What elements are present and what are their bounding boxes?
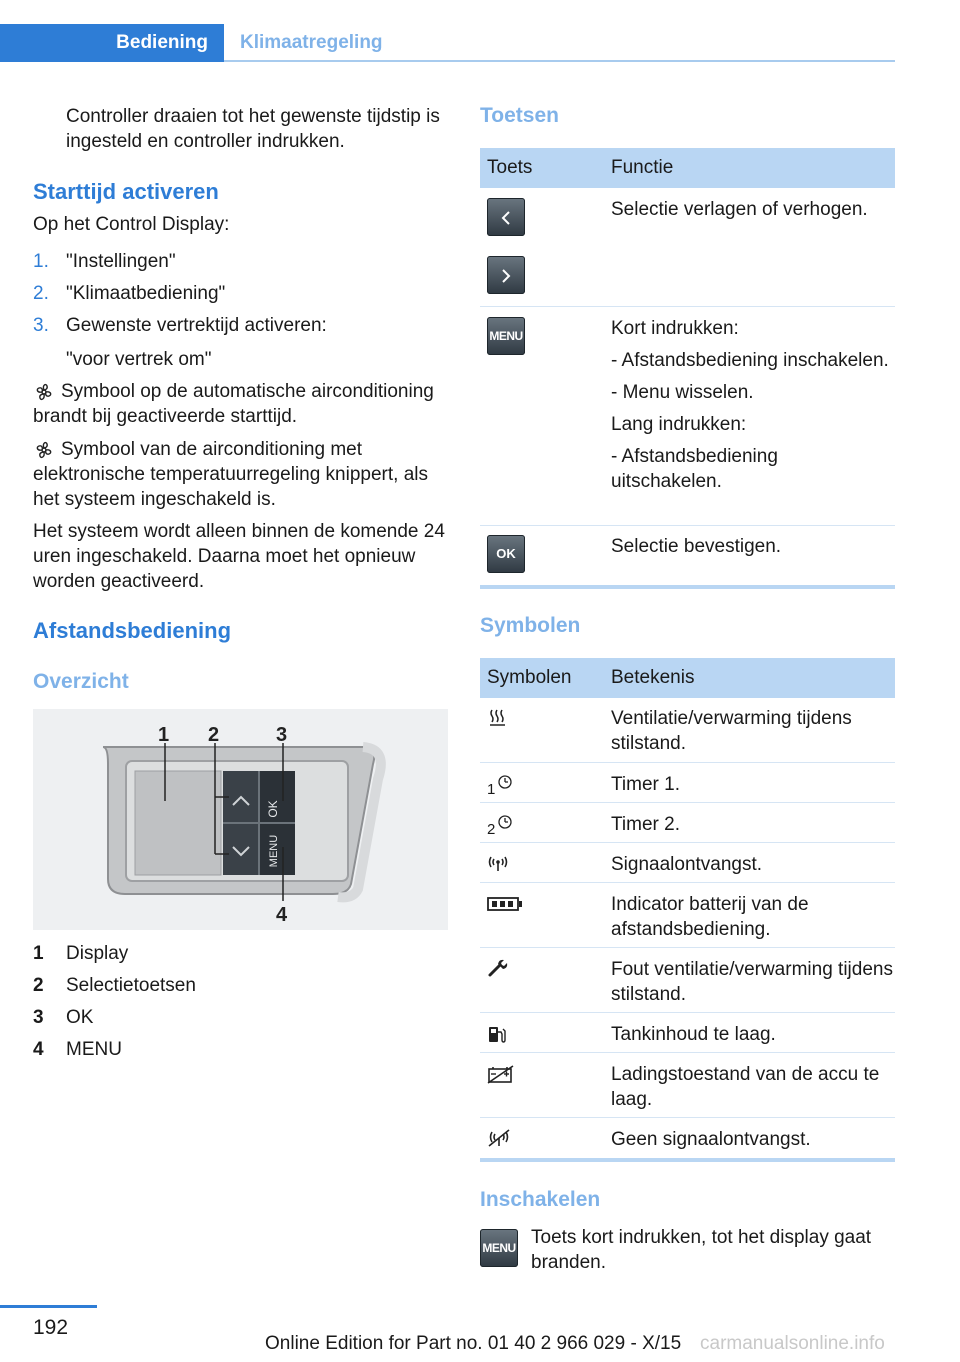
fan-icon: [33, 440, 55, 460]
row-divider: [480, 947, 895, 948]
note-auto-ac: [33, 379, 451, 429]
legend-number: 3: [33, 1007, 44, 1028]
remote-control-image: [33, 709, 448, 930]
svg-text:OK: OK: [266, 800, 280, 818]
key-left-button: [487, 198, 525, 236]
callout-1: 1: [158, 724, 170, 746]
note-text: Symbool op de automatische airconditioning brandt bij geactiveerde starttijd.: [33, 381, 434, 427]
row-divider: [480, 1012, 895, 1013]
step3-sub: "voor vertrek om": [66, 349, 212, 370]
symbol-meaning: Indicator batterij van de afstandsbediening.: [611, 894, 809, 940]
header-divider: [224, 60, 895, 62]
heading-symbolen: Symbolen: [480, 614, 581, 637]
timer-1-symbol: [487, 774, 527, 796]
heading-overzicht: Overzicht: [33, 670, 129, 693]
menu-line: - Menu wisselen.: [611, 382, 754, 403]
no-signal-icon: [487, 1128, 511, 1148]
menu-line: - Afstandsbediening uitschakelen.: [611, 446, 778, 492]
page-header: [0, 24, 895, 62]
switch-on-menu-button: MENU: [480, 1229, 518, 1267]
symbols-table-header: [480, 658, 895, 698]
switch-on-text: Toets kort indrukken, tot het display gaat branden.: [531, 1227, 872, 1273]
legend-text: MENU: [66, 1039, 122, 1060]
key-function-ok: Selectie bevestigen.: [611, 536, 782, 557]
callout-3: 3: [276, 724, 288, 746]
key-right-button: [487, 256, 525, 294]
column-header: Toets: [487, 157, 533, 178]
svg-text:MENU: MENU: [268, 834, 280, 868]
menu-line: - Afstandsbediening inschakelen.: [611, 350, 889, 371]
signal-icon: [487, 854, 509, 872]
legend-number: 1: [33, 943, 44, 964]
key-function-select: Selectie verlagen of verhogen.: [611, 199, 868, 220]
battery-icon: [487, 896, 523, 912]
symbol-meaning: Tankinhoud te laag.: [611, 1024, 776, 1045]
heading-inschakelen: Inschakelen: [480, 1188, 601, 1211]
legend-number: 4: [33, 1039, 44, 1060]
fuel-icon: [487, 1024, 507, 1044]
list-item: [33, 315, 448, 340]
row-divider: [480, 1052, 895, 1053]
column-header: Symbolen: [487, 667, 572, 688]
table-end: [480, 1158, 895, 1162]
fan-icon: [33, 382, 55, 402]
legend-text: Selectietoetsen: [66, 975, 196, 996]
heading-afstandsbediening: Afstandsbediening: [33, 618, 232, 643]
heating-icon: [487, 708, 509, 728]
key-ok-button: OK: [487, 535, 525, 573]
footer-accent-line: [0, 1305, 97, 1308]
row-divider: [480, 1117, 895, 1118]
symbol-meaning: Signaalontvangst.: [611, 854, 763, 875]
symbol-meaning: Ladingstoestand van de accu te laag.: [611, 1064, 880, 1110]
callout-2: 2: [208, 724, 220, 746]
row-divider: [480, 802, 895, 803]
keys-table-header: [480, 148, 895, 188]
menu-line: Lang indrukken:: [611, 414, 747, 435]
symbol-meaning: Fout ventilatie/verwarming tijdens stilstand.: [611, 959, 893, 1005]
page-number: 192: [33, 1316, 69, 1339]
list-item: [33, 283, 448, 308]
table-end: [480, 585, 895, 589]
heading-toetsen: Toetsen: [480, 104, 559, 127]
control-display-text: Op het Control Display:: [33, 214, 230, 235]
chevron-left-icon: [499, 210, 513, 226]
edition-text: Online Edition for Part no. 01 40 2 966 029 - X/15: [265, 1333, 682, 1354]
list-number: 2.: [33, 283, 49, 304]
timer-number: 2: [487, 821, 496, 838]
row-divider: [480, 842, 895, 843]
column-header: Betekenis: [611, 667, 695, 688]
legend-text: OK: [66, 1007, 94, 1028]
list-number: 3.: [33, 315, 49, 336]
wrench-icon: [487, 958, 509, 978]
timer-number: 1: [487, 781, 496, 798]
legend-text: Display: [66, 943, 129, 964]
header-tab-bediening[interactable]: Bediening: [0, 24, 224, 62]
symbol-meaning: Timer 1.: [611, 774, 680, 795]
list-text: "Klimaatbediening": [66, 283, 226, 304]
remote-control-illustration: [33, 709, 448, 930]
header-tab-klimaatregeling[interactable]: Klimaatregeling: [240, 32, 383, 53]
column-header: Functie: [611, 157, 674, 178]
heading-starttijd: Starttijd activeren: [33, 179, 219, 204]
menu-line: Kort indrukken:: [611, 318, 739, 339]
key-menu-button: MENU: [487, 317, 525, 355]
note-24h: Het systeem wordt alleen binnen de komende 24 uren ingeschakeld. Daarna moet het opnieuw worden geactiveerd.: [33, 521, 445, 592]
callout-4: 4: [276, 904, 288, 926]
row-divider: [480, 762, 895, 763]
note-text: Symbool van de airconditioning met elektronische temperatuurregeling knippert, als het systeem ingeschakeld is.: [33, 439, 428, 510]
note-electronic-ac: [33, 437, 451, 512]
symbol-meaning: Geen signaalontvangst.: [611, 1129, 811, 1150]
symbol-meaning: Ventilatie/verwarming tijdens stilstand.: [611, 708, 852, 754]
list-text: Gewenste vertrektijd activeren:: [66, 315, 327, 336]
key-function-menu: [611, 316, 893, 494]
row-divider: [480, 306, 895, 307]
list-number: 1.: [33, 251, 49, 272]
timer-2-symbol: [487, 814, 527, 836]
timer-icon: [497, 774, 513, 790]
list-text: "Instellingen": [66, 251, 176, 272]
symbol-meaning: Timer 2.: [611, 814, 680, 835]
timer-icon: [497, 814, 513, 830]
row-divider: [480, 882, 895, 883]
watermark: carmanualsonline.info: [700, 1333, 885, 1354]
legend-number: 2: [33, 975, 44, 996]
intro-text: Controller draaien tot het gewenste tijdstip is ingesteld en controller indrukken.: [66, 106, 440, 152]
list-item: [33, 251, 448, 276]
row-divider: [480, 525, 895, 526]
chevron-right-icon: [499, 268, 513, 284]
battery-low-charge-icon: [487, 1064, 515, 1084]
